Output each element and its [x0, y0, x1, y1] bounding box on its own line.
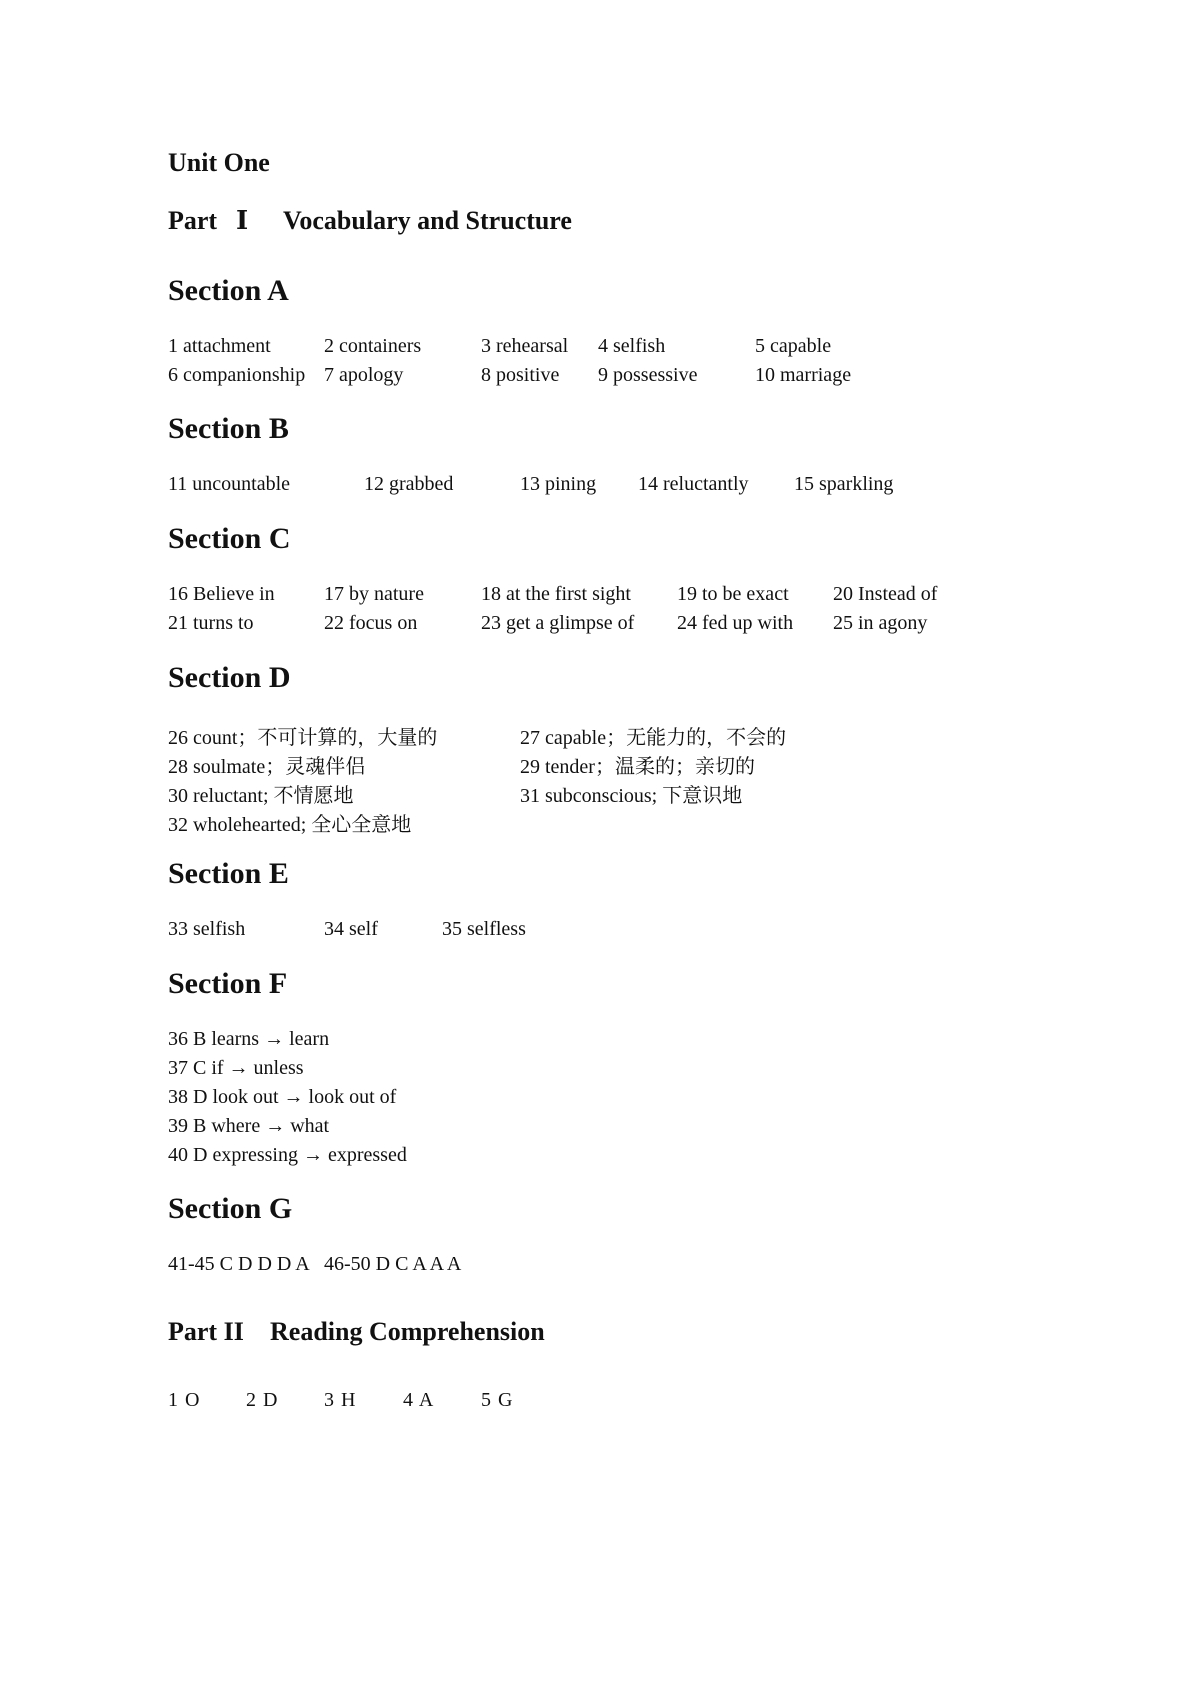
section-a-item: 5 capable — [755, 335, 832, 357]
part-one-label: Part — [168, 206, 218, 235]
reading-answer: 3 H — [324, 1389, 357, 1411]
reading-answer: 4 A — [403, 1389, 435, 1411]
section-d-item: 31 subconscious; 下意识地 — [520, 785, 743, 807]
section-f-item: 36 B learns → learn — [168, 1028, 330, 1050]
section-c-heading: Section C — [168, 522, 291, 555]
section-a-item: 8 positive — [481, 364, 560, 386]
section-d-item: 32 wholehearted; 全心全意地 — [168, 814, 412, 836]
section-c-item: 24 fed up with — [677, 612, 794, 634]
section-d-item: 29 tender；温柔的；亲切的 — [520, 756, 755, 778]
section-g-item: 41-45 C D D D A — [168, 1253, 310, 1275]
section-e-item: 34 self — [324, 918, 378, 940]
section-d-heading: Section D — [168, 661, 291, 694]
section-b-item: 11 uncountable — [168, 473, 291, 495]
reading-answer: 5 G — [481, 1389, 514, 1411]
section-c-item: 22 focus on — [324, 612, 418, 634]
section-g-heading: Section G — [168, 1192, 293, 1225]
unit-title: Unit One — [168, 148, 270, 177]
section-a-item: 6 companionship — [168, 364, 306, 386]
section-e-item: 35 selfless — [442, 918, 526, 940]
section-f-item: 40 D expressing → expressed — [168, 1144, 407, 1166]
part-one-title: Vocabulary and Structure — [283, 206, 572, 235]
section-b-item: 15 sparkling — [794, 473, 894, 495]
section-c-item: 19 to be exact — [677, 583, 789, 605]
section-a-item: 1 attachment — [168, 335, 271, 357]
part-one-numeral: Ⅰ — [236, 206, 249, 235]
section-d-item: 28 soulmate；灵魂伴侣 — [168, 756, 366, 778]
section-d-item: 26 count；不可计算的，大量的 — [168, 727, 438, 749]
section-a-heading: Section A — [168, 274, 289, 307]
section-f-heading: Section F — [168, 967, 288, 1000]
section-a-item: 4 selfish — [598, 335, 666, 357]
section-f-item: 37 C if → unless — [168, 1057, 304, 1079]
section-c-item: 18 at the first sight — [481, 583, 631, 605]
section-b-item: 12 grabbed — [364, 473, 454, 495]
section-b-heading: Section B — [168, 412, 289, 445]
section-e-heading: Section E — [168, 857, 289, 890]
section-c-item: 16 Believe in — [168, 583, 275, 605]
section-a-item: 2 containers — [324, 335, 422, 357]
section-a-item: 3 rehearsal — [481, 335, 569, 357]
section-c-item: 20 Instead of — [833, 583, 938, 605]
section-b-item: 13 pining — [520, 473, 597, 495]
section-e-item: 33 selfish — [168, 918, 246, 940]
section-c-item: 23 get a glimpse of — [481, 612, 635, 634]
section-d-item: 30 reluctant; 不情愿地 — [168, 785, 354, 807]
section-c-item: 21 turns to — [168, 612, 254, 634]
section-b-item: 14 reluctantly — [638, 473, 749, 495]
reading-answer: 2 D — [246, 1389, 279, 1411]
section-a-item: 9 possessive — [598, 364, 698, 386]
part-two-label: Part II — [168, 1317, 244, 1346]
section-d-item: 27 capable；无能力的，不会的 — [520, 727, 787, 749]
section-c-item: 25 in agony — [833, 612, 928, 634]
section-c-item: 17 by nature — [324, 583, 424, 605]
section-g-item: 46-50 D C A A A — [324, 1253, 462, 1275]
part-two-title: Reading Comprehension — [270, 1317, 545, 1346]
section-f-item: 38 D look out → look out of — [168, 1086, 397, 1108]
section-f-item: 39 B where → what — [168, 1115, 330, 1137]
reading-answer: 1 O — [168, 1389, 201, 1411]
section-a-item: 7 apology — [324, 364, 404, 386]
section-a-item: 10 marriage — [755, 364, 852, 386]
